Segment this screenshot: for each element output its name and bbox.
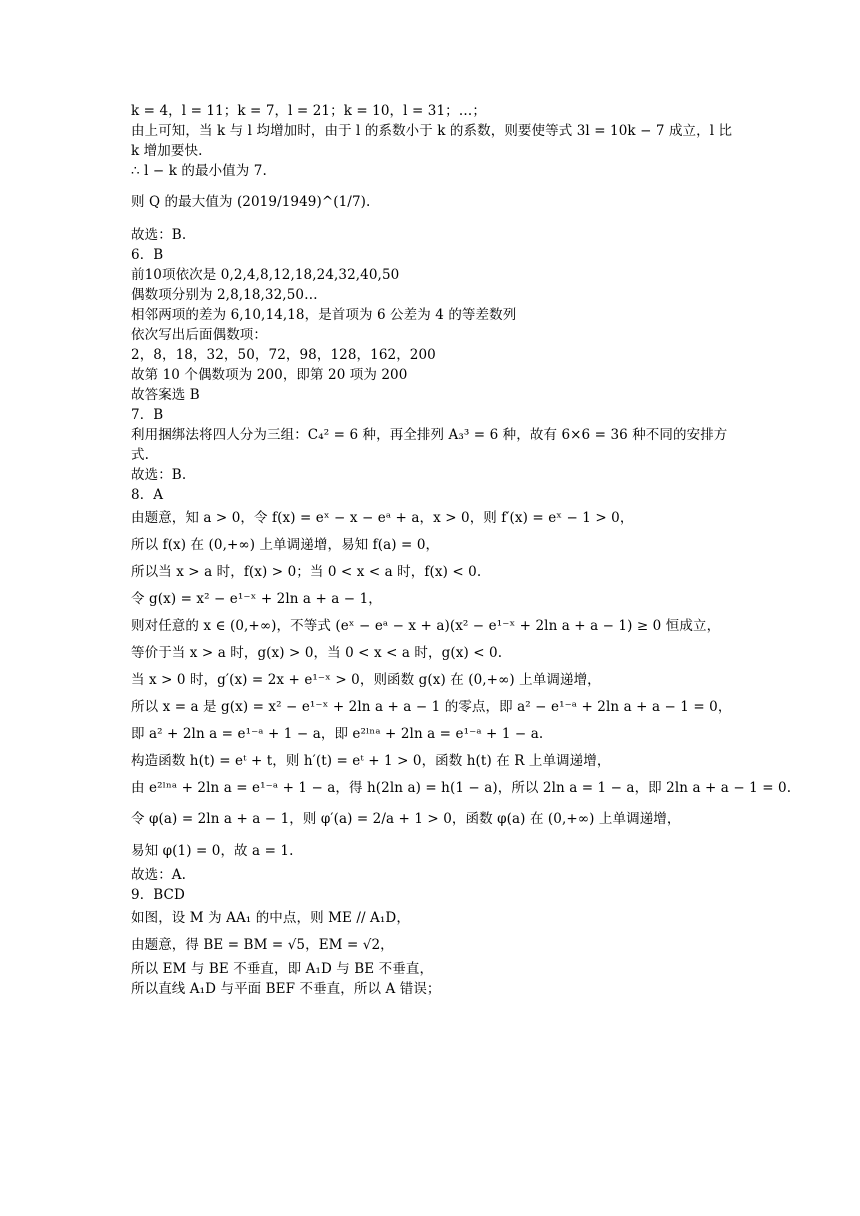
text-line: 如图，设 M 为 AA₁ 的中点，则 ME // A₁D， [131,910,410,926]
text-line: 故答案选 B [131,387,200,403]
text-line: 易知 φ(1) = 0，故 a = 1. [131,843,294,859]
text-line: 所以直线 A₁D 与平面 BEF 不垂直，所以 A 错误； [131,981,441,997]
text-line: 前10项依次是 0,2,4,8,12,18,24,32,40,50 [131,267,400,283]
text-line: 由题意，得 BE = BM = √5，EM = √2， [131,937,394,953]
text-line: 则 Q 的最大值为 (2019/1949)^(1/7). [131,194,371,210]
text-line: 构造函数 h(t) = eᵗ + t，则 h′(t) = eᵗ + 1 > 0，函数 h(t) 在 R 上单调递增， [131,753,611,769]
text-line: 依次写出后面偶数项： [131,327,267,343]
text-line: 所以 EM 与 BE 不垂直，即 A₁D 与 BE 不垂直， [131,961,434,977]
answer-heading: 9．BCD [131,887,185,903]
text-line: 等价于当 x > a 时，g(x) > 0，当 0 < x < a 时，g(x) < 0. [131,645,503,661]
text-line: k = 4，l = 11；k = 7，l = 21；k = 10，l = 31；…； [131,103,486,119]
text-line: 故选：B. [131,227,187,243]
text-line: 相邻两项的差为 6,10,14,18，是首项为 6 公差为 4 的等差数列 [131,307,517,323]
text-line: 则对任意的 x ∈ (0,+∞)，不等式 (eˣ − eᵃ − x + a)(x² − e¹⁻ˣ + 2ln a + a − 1) ≥ 0 恒成立， [131,618,721,634]
text-line: 令 g(x) = x² − e¹⁻ˣ + 2ln a + a − 1， [131,591,382,607]
text-line: k 增加要快. [131,143,203,159]
document-body [131,101,792,999]
text-line: 由 e²ˡⁿᵃ + 2ln a = e¹⁻ᵃ + 1 − a，得 h(2ln a) = h(1 − a)，所以 2ln a = 1 − a，即 2ln a + a − 1 = 0. [131,780,792,796]
text-line: 由上可知，当 k 与 l 均增加时，由于 l 的系数小于 k 的系数，则要使等式 3l = 10k − 7 成立，l 比 [131,123,733,139]
text-line: 故选：A. [131,867,187,883]
answer-heading: 7．B [131,407,164,423]
text-line: 令 φ(a) = 2ln a + a − 1，则 φ′(a) = 2/a + 1 > 0，函数 φ(a) 在 (0,+∞) 上单调递增， [131,811,681,827]
text-line: 偶数项分别为 2,8,18,32,50… [131,287,318,303]
answer-heading: 6．B [131,247,164,263]
text-line: 所以当 x > a 时，f(x) > 0；当 0 < x < a 时，f(x) < 0. [131,564,482,580]
text-line: 所以 f(x) 在 (0,+∞) 上单调递增，易知 f(a) = 0， [131,537,440,553]
text-line: 故第 10 个偶数项为 200，即第 20 项为 200 [131,367,408,383]
text-line: 2，8，18，32，50，72，98，128，162，200 [131,347,436,363]
text-line: 式. [131,447,149,463]
text-line: 故选：B. [131,467,187,483]
text-line: 所以 x = a 是 g(x) = x² − e¹⁻ˣ + 2ln a + a − 1 的零点，即 a² − e¹⁻ᵃ + 2ln a + a − 1 = 0， [131,699,732,715]
text-line: ∴ l − k 的最小值为 7. [131,163,267,179]
answer-heading: 8．A [131,487,164,503]
text-line: 当 x > 0 时，g′(x) = 2x + e¹⁻ˣ > 0，则函数 g(x) 在 (0,+∞) 上单调递增， [131,672,601,688]
text-line: 由题意，知 a > 0，令 f(x) = eˣ − x − eᵃ + a，x > 0，则 f′(x) = eˣ − 1 > 0， [131,510,634,526]
text-line: 利用捆绑法将四人分为三组：C₄² = 6 种，再全排列 A₃³ = 6 种，故有 6×6 = 36 种不同的安排方 [131,427,728,443]
text-line: 即 a² + 2ln a = e¹⁻ᵃ + 1 − a，即 e²ˡⁿᵃ + 2ln a = e¹⁻ᵃ + 1 − a. [131,726,544,742]
